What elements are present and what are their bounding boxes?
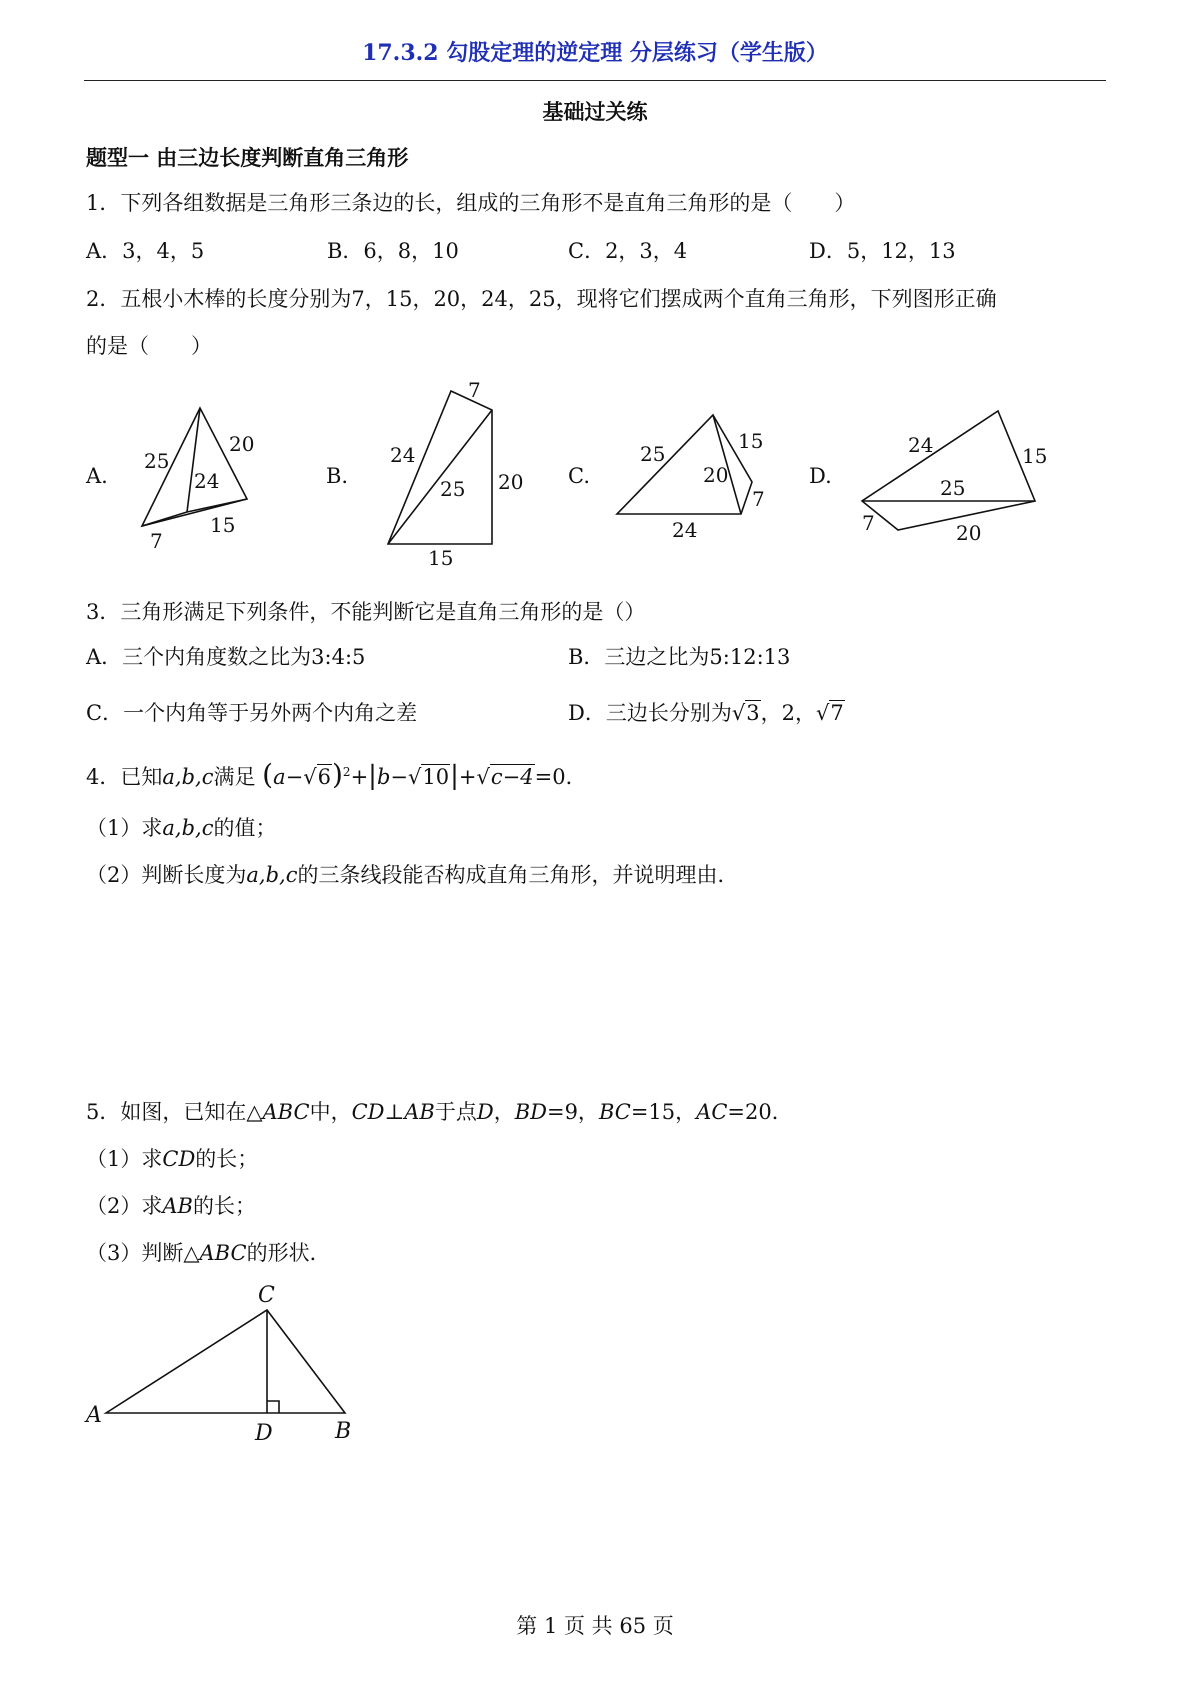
- q3-option-d-prefix: D．三边长分别为: [568, 701, 732, 725]
- q2-figures: [0, 0, 1190, 570]
- q4-p2-prefix: （2）判断长度为: [86, 863, 247, 887]
- fig-a-edge-7: [142, 512, 187, 526]
- document-title: 17.3.2 勾股定理的逆定理 分层练习（学生版）: [362, 40, 828, 66]
- q4-p1-vars: a,b,c: [162, 816, 214, 840]
- type-heading: 题型一 由三边长度判断直角三角形: [86, 145, 409, 170]
- q5-part3: [86, 1237, 331, 1267]
- q3-sqrt7-sign: √: [815, 701, 830, 725]
- q3-stem: 3．三角形满足下列条件，不能判断它是直角三角形的是（）: [86, 600, 646, 624]
- fig-c-label-25: 25: [640, 442, 666, 466]
- q4-mid: 满足: [213, 765, 256, 789]
- q4-part2: [86, 859, 738, 889]
- q5-stem-part: D: [476, 1100, 494, 1124]
- fig-b-label-25: 25: [440, 477, 466, 501]
- fig-c-label-24: 24: [672, 518, 698, 542]
- q3-option-d-mid: ，2，: [760, 701, 816, 725]
- q5-triangle-abc: [106, 1310, 345, 1413]
- q4-stem: [86, 758, 587, 791]
- q5-stem-part: ⊥: [384, 1100, 405, 1124]
- q5-p2-text: （2）求: [86, 1194, 163, 1218]
- q4-sqrt10-radicand: 10: [422, 765, 450, 789]
- q4-sqrt6-sign: √: [303, 765, 317, 789]
- q4-p1-suffix: 的值；: [213, 816, 277, 840]
- q3-sqrt3-radicand: 3: [746, 701, 760, 725]
- q4-eq-abs-right: |: [450, 761, 459, 791]
- q5-label-c: C: [258, 1283, 275, 1308]
- q5-stem-part: 中，: [309, 1100, 352, 1124]
- q4-eq-plus2: +: [458, 765, 477, 789]
- q2-stem-line2: 的是（ ）: [86, 334, 212, 358]
- fig-b-label-20: 20: [498, 470, 524, 494]
- fig-a-label-15: 15: [210, 513, 236, 537]
- q5-part2: [86, 1190, 256, 1220]
- page-footer: 第 1 页 共 65 页: [516, 1614, 674, 1638]
- q5-stem-part: =20．: [727, 1100, 793, 1124]
- q2-option-d-label: D.: [809, 464, 832, 488]
- fig-d-label-15: 15: [1022, 444, 1048, 468]
- q3-option-c: C．一个内角等于另外两个内角之差: [86, 701, 418, 725]
- q5-label-b: B: [335, 1419, 352, 1444]
- fig-d-label-24: 24: [908, 433, 934, 457]
- q4-part1: [86, 812, 276, 842]
- q4-sqrt6-radicand: 6: [317, 765, 331, 789]
- q5-p1-text: （1）求: [86, 1147, 163, 1171]
- q3-option-a: A．三个内角度数之比为3:4:5: [86, 645, 366, 669]
- fig-a-shared-edge: [187, 408, 200, 512]
- fig-a-edge-15: [187, 499, 247, 512]
- q2-option-c-label: C.: [568, 464, 590, 488]
- q5-stem-part: AC: [696, 1100, 728, 1124]
- q5-label-a: A: [86, 1403, 102, 1428]
- q1-stem: 1．下列各组数据是三角形三条边的长，组成的三角形不是直角三角形的是（ ）: [86, 191, 856, 215]
- fig-d-outline: [862, 411, 1035, 530]
- q3-option-d: [568, 697, 845, 727]
- q4-eq-a: a: [273, 765, 286, 789]
- q5-stem-part: 5．如图，已知在△: [86, 1100, 263, 1124]
- q5-right-angle-mark: [267, 1401, 279, 1413]
- q4-equation: [262, 758, 587, 791]
- fig-a-label-25: 25: [144, 449, 170, 473]
- section-title: 基础过关练: [542, 99, 648, 124]
- q4-eq-minus2: −: [390, 765, 408, 789]
- q2-figure-c: [617, 415, 765, 542]
- q5-p3-triangle: ABC: [199, 1241, 247, 1265]
- q1-option-a: A．3，4，5: [86, 239, 205, 263]
- fig-c-label-20: 20: [703, 463, 729, 487]
- q5-stem-part: ，: [493, 1100, 515, 1124]
- q5-figure: [0, 1270, 400, 1470]
- fig-d-label-20: 20: [956, 521, 982, 545]
- fig-d-label-25: 25: [940, 476, 966, 500]
- q4-p2-vars: a,b,c: [246, 863, 298, 887]
- q5-p1-segment: CD: [162, 1147, 196, 1171]
- q2-option-a-label: A.: [86, 464, 108, 488]
- q5-stem-part: =15，: [630, 1100, 697, 1124]
- q2-figure-a: [142, 408, 254, 553]
- q1-option-d: D．5，12，13: [809, 239, 956, 263]
- fig-b-label-15: 15: [428, 546, 454, 570]
- q2-figure-b: [388, 378, 523, 570]
- fig-c-label-15: 15: [738, 429, 764, 453]
- q4-eq-tail: =0．: [534, 765, 587, 789]
- q5-stem: [86, 1096, 793, 1126]
- q4-sqrt-c-sign: √: [476, 765, 490, 789]
- q4-p1-prefix: （1）求: [86, 816, 163, 840]
- q5-stem-part: BD: [514, 1100, 547, 1124]
- q4-eq-minus1: −: [285, 765, 304, 789]
- q2-stem-line1: 2．五根小木棒的长度分别为7，15，20，24，25，现将它们摆成两个直角三角形，下列图形正确: [86, 287, 997, 311]
- q3-option-b: B．三边之比为5:12:13: [568, 645, 791, 669]
- fig-b-label-24: 24: [390, 443, 416, 467]
- q5-p3-text: 的形状．: [246, 1241, 331, 1265]
- q5-p1-text: 的长；: [195, 1147, 259, 1171]
- q4-eq-plus1: +: [350, 765, 369, 789]
- q5-stem-part: ABC: [262, 1100, 310, 1124]
- q5-p2-text: 的长；: [192, 1194, 256, 1218]
- q4-eq-square: 2: [342, 765, 351, 779]
- fig-a-label-7: 7: [150, 529, 163, 553]
- fig-b-outline: [388, 391, 492, 544]
- fig-b-label-7: 7: [468, 378, 481, 402]
- q4-eq-b: b: [376, 765, 391, 789]
- fig-a-label-24: 24: [194, 469, 220, 493]
- q4-vars: a,b,c: [162, 765, 214, 789]
- q4-eq-abs-left: |: [368, 761, 377, 791]
- fig-d-label-7: 7: [862, 511, 875, 535]
- q4-sqrt10-sign: √: [408, 765, 422, 789]
- fig-c-outline: [617, 415, 752, 514]
- q4-sqrt-c-radicand: c−4: [490, 765, 534, 789]
- q1-option-c: C．2，3，4: [568, 239, 688, 263]
- q5-stem-part: 于点: [434, 1100, 477, 1124]
- fig-c-label-7: 7: [752, 487, 765, 511]
- q4-eq-rparen: ): [331, 758, 343, 791]
- q5-p2-segment: AB: [162, 1194, 193, 1218]
- fig-a-label-20: 20: [229, 432, 255, 456]
- q5-p3-text: （3）判断△: [86, 1241, 200, 1265]
- q5-stem-part: AB: [404, 1100, 435, 1124]
- q5-stem-part: =9，: [546, 1100, 599, 1124]
- q4-eq-lparen: (: [262, 758, 274, 791]
- q1-option-b: B．6，8，10: [327, 239, 459, 263]
- q3-sqrt7-radicand: 7: [830, 701, 844, 725]
- q4-p2-suffix: 的三条线段能否构成直角三角形，并说明理由．: [297, 863, 739, 887]
- q5-stem-part: CD: [351, 1100, 385, 1124]
- q3-sqrt3-sign: √: [731, 701, 746, 725]
- q5-label-d: D: [255, 1421, 273, 1446]
- q2-figure-d: [862, 411, 1047, 545]
- q5-part1: [86, 1143, 258, 1173]
- q5-stem-part: BC: [598, 1100, 631, 1124]
- q2-option-b-label: B.: [326, 464, 349, 488]
- q4-prefix: 4．已知: [86, 765, 163, 789]
